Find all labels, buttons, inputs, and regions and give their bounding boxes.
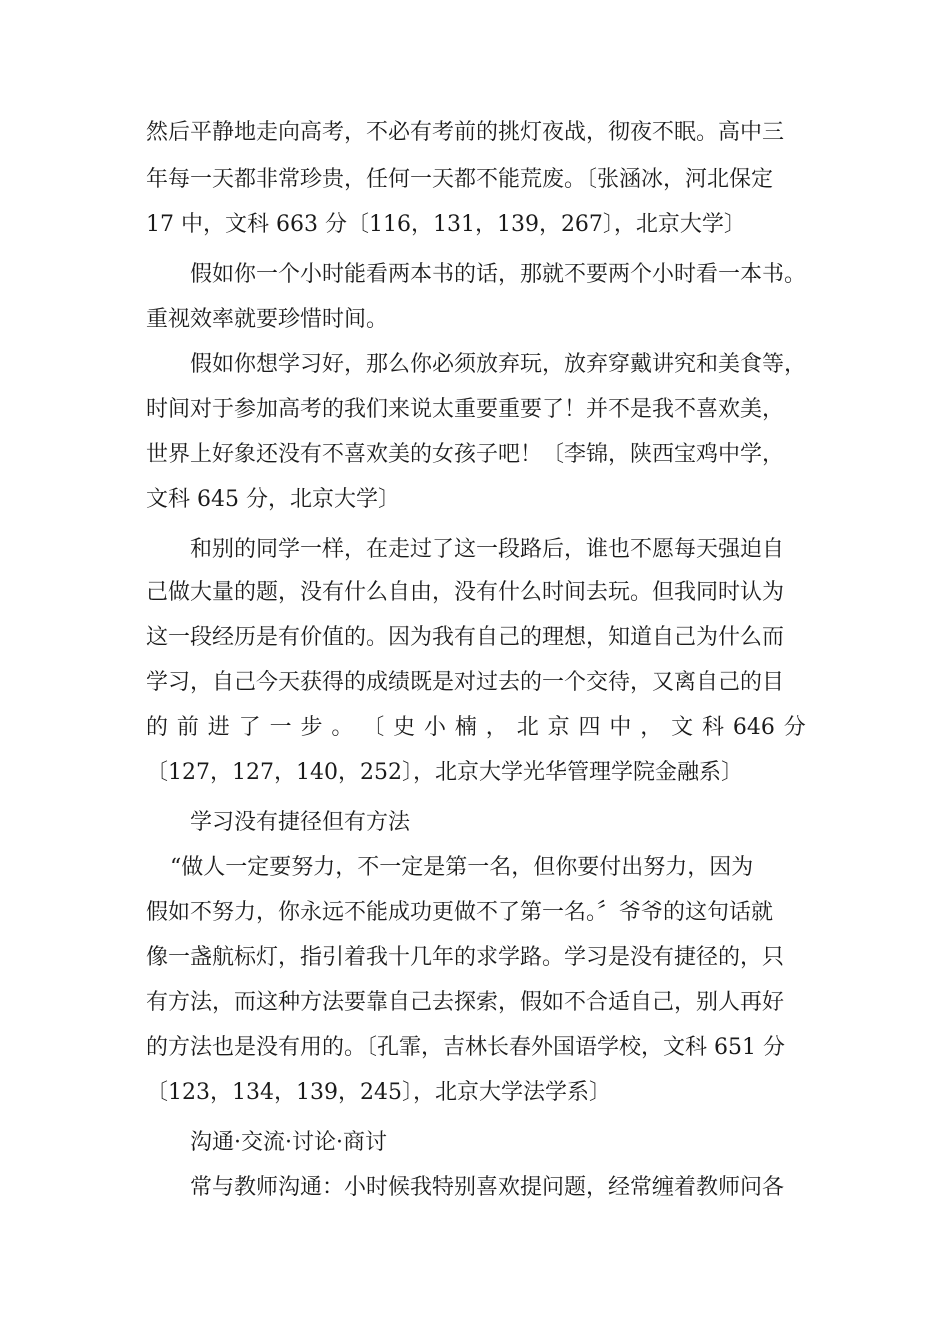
text-line: 然后平静地走向高考，不必有考前的挑灯夜战，彻夜不眠。高中三 [146, 120, 785, 145]
text-line: 时间对于参加高考的我们来说太重要重要了！并不是我不喜欢美， [146, 397, 785, 422]
text-token: ， [485, 715, 508, 740]
text-token: 分 [783, 715, 806, 740]
text-token: 中 [609, 715, 632, 740]
text-line: 己做大量的题，没有什么自由，没有什么时间去玩。但我同时认为 [146, 580, 785, 605]
text-line: 年每一天都非常珍贵，任何一天都不能荒废。〔张涵冰，河北保定 [146, 167, 774, 192]
text-line: “做人一定要努力，不一定是第一名，但你要付出努力，因为 [170, 855, 754, 880]
text-token: 的 [146, 715, 169, 740]
text-token: 文 [671, 715, 694, 740]
text-line: 和别的同学一样，在走过了这一段路后，谁也不愿每天强迫自 [190, 537, 785, 562]
text-token: 646 [732, 715, 775, 740]
text-token: 步 [300, 715, 323, 740]
text-token: 小 [424, 715, 447, 740]
text-line: 17 中，文科 663 分〔116，131，139，267〕，北京大学〕 [146, 212, 746, 237]
text-token: 楠 [454, 715, 477, 740]
text-token: 前 [176, 715, 199, 740]
text-line: 文科 645 分，北京大学〕 [146, 487, 400, 512]
text-line: 学习，自己今天获得的成绩既是对过去的一个交待，又离自己的目 [146, 670, 785, 695]
text-token: 了 [238, 715, 261, 740]
text-token: ， [640, 715, 663, 740]
section-heading: 学习没有捷径但有方法 [190, 810, 411, 835]
text-line: 假如不努力，你永远不能成功更做不了第一名。〞爷爷的这句话就 [146, 900, 774, 925]
text-line: 假如你一个小时能看两本书的话，那就不要两个小时看一本书。 [190, 262, 807, 287]
text-token: 科 [702, 715, 725, 740]
text-line: 有方法，而这种方法要靠自己去探索，假如不合适自己，别人再好 [146, 990, 785, 1015]
text-token: 进 [207, 715, 230, 740]
text-line: 常与教师沟通：小时候我特别喜欢提问题，经常缠着教师问各 [190, 1175, 785, 1200]
text-line: 假如你想学习好，那么你必须放弃玩，放弃穿戴讲究和美食等， [190, 352, 807, 377]
text-line: 世界上好象还没有不喜欢美的女孩子吧！〔李锦，陕西宝鸡中学， [146, 442, 785, 467]
section-heading: 沟通·交流·讨论·商讨 [190, 1130, 387, 1155]
text-line: 这一段经历是有价值的。因为我有自己的理想，知道自己为什么而 [146, 625, 785, 650]
text-token: 〔 [362, 715, 385, 740]
text-line-justified [146, 713, 806, 743]
text-token: 四 [578, 715, 601, 740]
text-token: 史 [393, 715, 416, 740]
text-line: 〔127，127，140，252〕，北京大学光华管理学院金融系〕 [146, 760, 743, 785]
text-line: 的方法也是没有用的。〔孔霏，吉林长春外国语学校，文科 651 分 [146, 1035, 785, 1060]
text-token: 北 [516, 715, 539, 740]
text-token: 京 [547, 715, 570, 740]
text-token: 一 [269, 715, 292, 740]
text-line: 像一盏航标灯，指引着我十几年的求学路。学习是没有捷径的，只 [146, 945, 785, 970]
text-line: 重视效率就要珍惜时间。 [146, 307, 389, 332]
text-line: 〔123，134，139，245〕，北京大学法学系〕 [146, 1080, 611, 1105]
text-token: 。 [331, 715, 354, 740]
